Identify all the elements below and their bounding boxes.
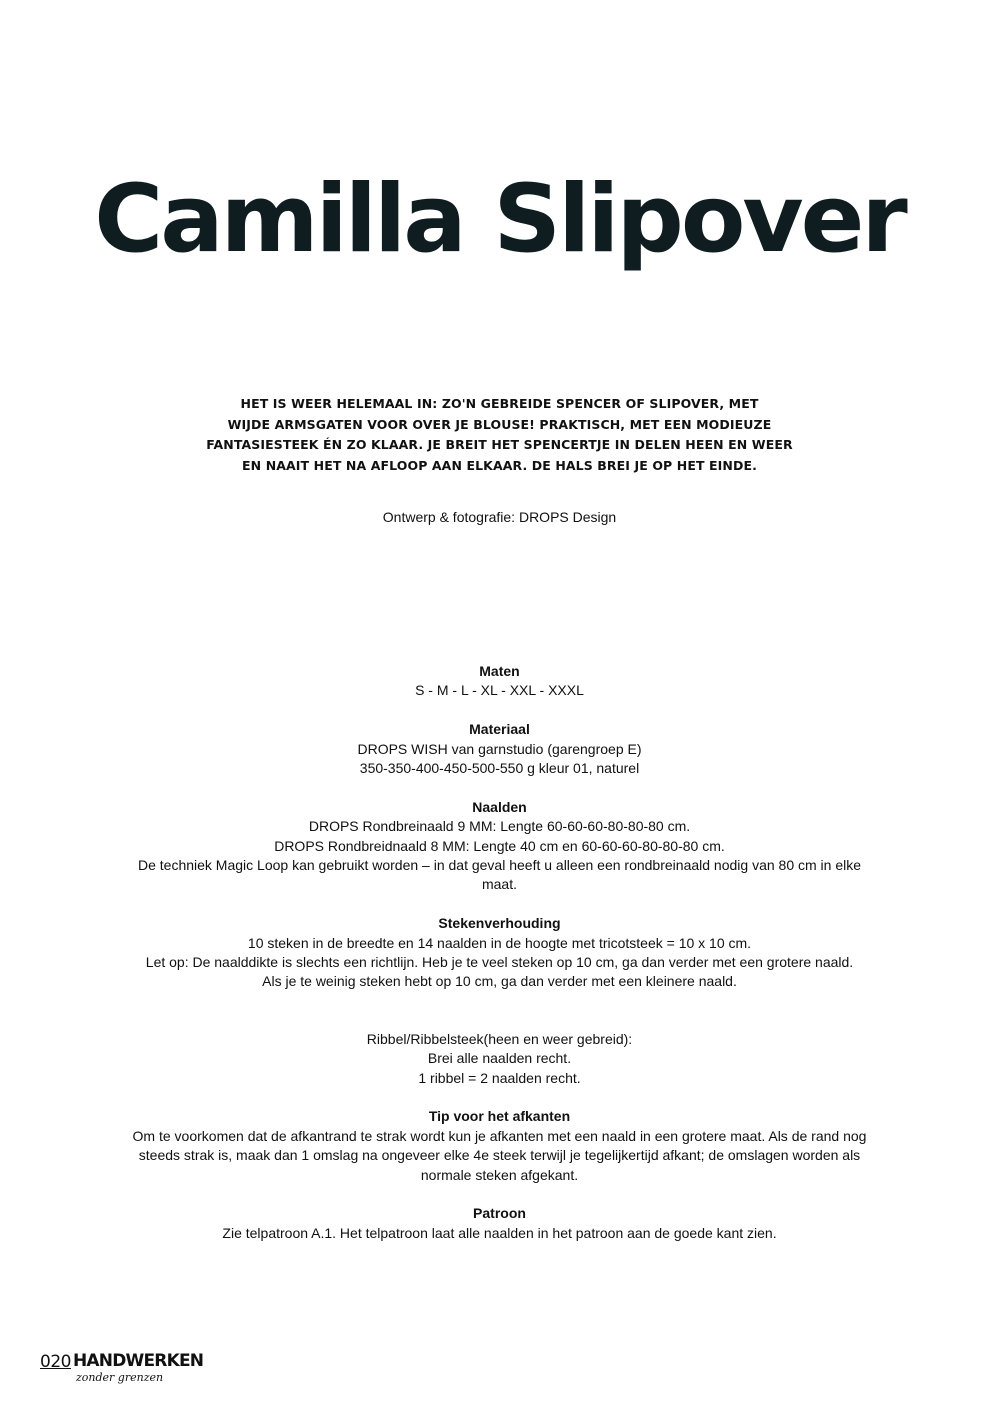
section-heading: Materiaal	[469, 721, 530, 738]
brand-name: HANDWERKEN	[73, 1351, 204, 1371]
pattern-details	[120, 662, 879, 1263]
page-title: Camilla Slipover	[94, 165, 905, 274]
intro-line: WIJDE ARMSGATEN VOOR OVER JE BLOUSE! PRAKTISCH, MET EEN MODIEUZE	[227, 416, 772, 432]
section-line: Brei alle naalden recht.	[427, 1050, 572, 1067]
section-line: Als je te weinig steken hebt op 10 cm, ga dan verder met een kleinere naald.	[262, 973, 737, 990]
section-line: Om te voorkomen dat de afkantrand te strak wordt kun je afkanten met een naald in een grotere maat. Als de rand nog steeds strak is, maak dan 1 omslag na ongeveer elke 4e steek terwijl je tegelijkertijd afkant; de omslagen worden als normale steken afgekant.	[132, 1127, 867, 1183]
section-heading: Stekenverhouding	[438, 915, 561, 932]
section-line: De techniek Magic Loop kan gebruikt worden – in dat geval heeft u alleen een rondbreinaald nodig van 80 cm in elke maat.	[137, 857, 862, 893]
section-line: DROPS Rondbreinaald 9 MM: Lengte 60-60-60-80-80-80 cm.	[308, 818, 691, 835]
section-heading: Patroon	[473, 1205, 526, 1222]
section-line: DROPS WISH van garnstudio (garengroep E)	[357, 740, 642, 757]
section-ribbel	[120, 1030, 879, 1088]
intro-line: HET IS WEER HELEMAAL IN: ZO'N GEBREIDE SPENCER OF SLIPOVER, MET	[240, 396, 759, 411]
intro-line: EN NAAIT HET NA AFLOOP AAN ELKAAR. DE HALS BREI JE OP HET EINDE.	[242, 457, 757, 473]
section-line: 10 steken in de breedte en 14 naalden in de hoogte met tricotsteek = 10 x 10 cm.	[247, 934, 752, 951]
footer-logo	[40, 1351, 204, 1388]
section-heading: Naalden	[472, 798, 527, 815]
section-patroon	[120, 1204, 879, 1243]
section-line: 350-350-400-450-500-550 g kleur 01, naturel	[359, 760, 640, 777]
brand-tagline: zonder grenzen	[76, 1371, 164, 1384]
credit-line: Ontwerp & fotografie: DROPS Design	[382, 509, 617, 525]
section-maten	[120, 662, 879, 701]
section-stekenverhouding	[120, 914, 879, 992]
section-line: Let op: De naalddikte is slechts een richtlijn. Heb je te veel steken op 10 cm, ga dan verder met een grotere naald.	[145, 954, 854, 971]
intro-line: FANTASIESTEEK ÉN ZO KLAAR. JE BREIT HET SPENCERTJE IN DELEN HEEN EN WEER	[206, 437, 793, 452]
section-naalden	[120, 798, 879, 895]
section-line: 1 ribbel = 2 naalden recht.	[418, 1069, 581, 1086]
section-line: Zie telpatroon A.1. Het telpatroon laat alle naalden in het patroon aan de goede kant zien.	[222, 1224, 777, 1241]
section-materiaal	[120, 720, 879, 778]
section-heading: Tip voor het afkanten	[428, 1108, 571, 1125]
section-line: S - M - L - XL - XXL - XXXL	[415, 682, 584, 699]
page-number: 020	[40, 1352, 71, 1372]
section-line: Ribbel/Ribbelsteek(heen en weer gebreid):	[366, 1030, 633, 1047]
section-line: DROPS Rondbreidnaald 8 MM: Lengte 40 cm en 60-60-60-80-80-80 cm.	[274, 837, 725, 854]
section-tip-afkanten	[120, 1107, 879, 1185]
section-heading: Maten	[479, 663, 520, 679]
intro-text	[200, 394, 799, 476]
